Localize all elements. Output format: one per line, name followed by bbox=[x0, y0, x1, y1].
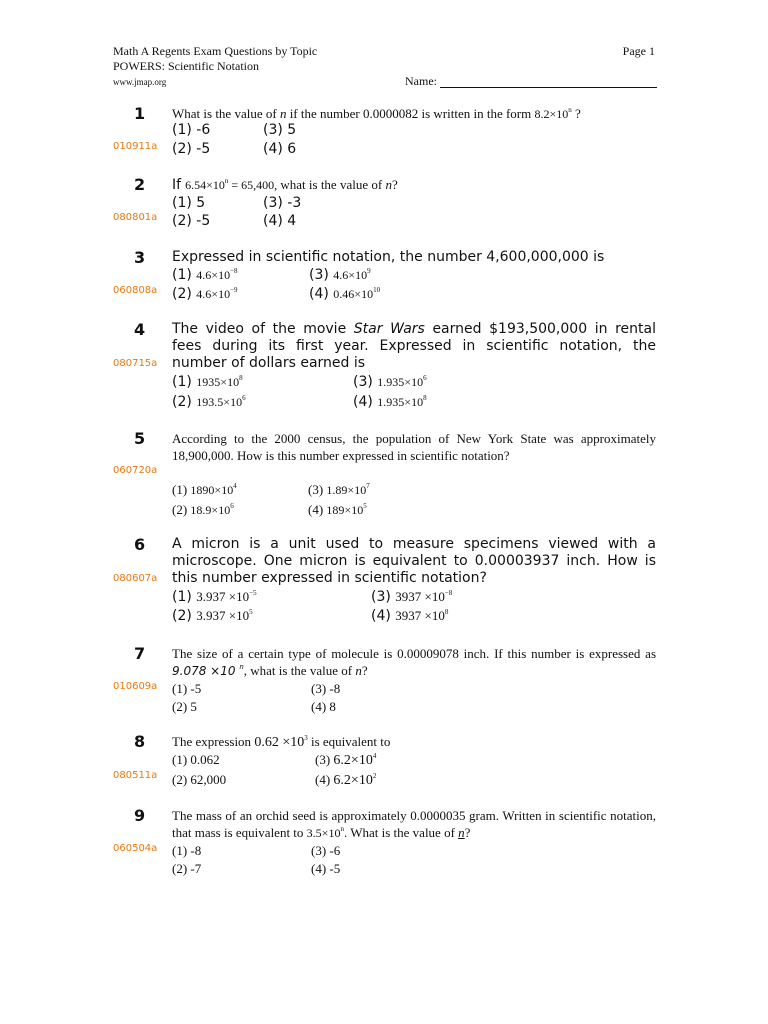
option-1[interactable]: (1) -6 bbox=[172, 122, 211, 138]
option-4[interactable]: (4) 6 bbox=[263, 141, 297, 157]
document-title: Math A Regents Exam Questions by Topic bbox=[113, 44, 318, 58]
question-number: 5 bbox=[134, 429, 146, 448]
option-1[interactable]: (1) $1935\times 10^8$ bbox=[172, 374, 243, 390]
question-number: 2 bbox=[134, 175, 146, 194]
question-text: According to the 2000 census, the population of New York State was approximately 18,900,000. How is this number expressed in scientific notation? bbox=[172, 431, 656, 463]
option-4[interactable]: (4) $189\times 10^5$ bbox=[308, 502, 367, 517]
question-number: 7 bbox=[134, 644, 146, 663]
question-text: What is the value of n if the number 0.0000082 is written in the form $8.2\times 10^n$ ? bbox=[172, 106, 581, 121]
option-1[interactable]: (1) $1890\times 10^4$ bbox=[172, 482, 237, 497]
site-link[interactable]: www.jmap.org bbox=[113, 77, 167, 87]
option-1[interactable]: (1) $3.937 \times 10^{-5}$ bbox=[172, 589, 257, 605]
question-number: 9 bbox=[134, 806, 146, 825]
question-id: 080607a bbox=[113, 573, 158, 584]
option-1[interactable]: (1) -8 bbox=[172, 843, 202, 858]
option-2[interactable]: (2) 5 bbox=[172, 699, 197, 714]
question-number: 1 bbox=[134, 104, 146, 123]
option-3[interactable]: (3) -8 bbox=[311, 681, 341, 696]
option-2[interactable]: (2) 62,000 bbox=[172, 772, 227, 787]
question-text: The expression $0.62 \times 10^3$ is equivalent to bbox=[172, 734, 391, 750]
option-3[interactable]: (3) $4.6\times 10^9$ bbox=[309, 267, 371, 283]
option-4[interactable]: (4) $6.2\times 10^2$ bbox=[315, 772, 377, 788]
option-3[interactable]: (3) $3937 \times 10^{-8}$ bbox=[371, 589, 453, 605]
question-number: 8 bbox=[134, 732, 146, 751]
question-text: The video of the movie Star Wars earned $193,500,000 in rental fees during its first year. Expressed in scientific notation, the number of dollars earned is bbox=[172, 321, 656, 371]
option-2[interactable]: (2) $3.937 \times 10^5$ bbox=[172, 608, 253, 624]
question-number: 6 bbox=[134, 535, 146, 554]
question-text: The mass of an orchid seed is approximately 0.0000035 gram. Written in scientific notation, that mass is equivalent to $3.5\times 10^n$. What is the value of n? bbox=[172, 808, 656, 840]
option-4[interactable]: (4) 4 bbox=[263, 213, 297, 229]
question-number: 3 bbox=[134, 248, 146, 267]
option-2[interactable]: (2) -5 bbox=[172, 141, 211, 157]
option-2[interactable]: (2) -5 bbox=[172, 213, 211, 229]
question-id: 060504a bbox=[113, 843, 158, 854]
option-4[interactable]: (4) $3937 \times 10^8$ bbox=[371, 608, 449, 624]
option-2[interactable]: (2) $18.9\times 10^6$ bbox=[172, 502, 234, 517]
question-id: 060808a bbox=[113, 285, 158, 296]
option-4[interactable]: (4) -5 bbox=[311, 861, 341, 876]
option-2[interactable]: (2) -7 bbox=[172, 861, 202, 876]
option-3[interactable]: (3) -6 bbox=[311, 843, 341, 858]
option-1[interactable]: (1) 5 bbox=[172, 195, 206, 211]
question-text: Expressed in scientific notation, the number 4,600,000,000 is bbox=[172, 249, 605, 265]
option-1[interactable]: (1) $4.6\times 10^{-8}$ bbox=[172, 267, 238, 283]
question-id: 080511a bbox=[113, 770, 158, 781]
question-number: 4 bbox=[134, 320, 146, 339]
name-label: Name: bbox=[405, 74, 437, 88]
question-id: 010911a bbox=[113, 141, 158, 152]
option-3[interactable]: (3) $1.935\times 10^6$ bbox=[353, 374, 427, 390]
option-2[interactable]: (2) $4.6\times 10^{-9}$ bbox=[172, 286, 238, 302]
name-input-line[interactable] bbox=[440, 87, 657, 88]
option-3[interactable]: (3) 5 bbox=[263, 122, 297, 138]
option-1[interactable]: (1) 0.062 bbox=[172, 752, 220, 767]
option-3[interactable]: (3) -3 bbox=[263, 195, 302, 211]
option-4[interactable]: (4) $0.46\times 10^{10}$ bbox=[309, 286, 381, 302]
option-1[interactable]: (1) -5 bbox=[172, 681, 202, 696]
question-text: A micron is a unit used to measure specimens viewed with a microscope. One micron is equivalent to 0.00003937 inch. How is this number expressed in scientific notation? bbox=[172, 536, 656, 586]
option-4[interactable]: (4) $1.935\times 10^8$ bbox=[353, 394, 427, 410]
question-id: 010609a bbox=[113, 681, 158, 692]
question-text: The size of a certain type of molecule is 0.00009078 inch. If this number is expressed as 9.078 ×10 $^n$, what is the value of n? bbox=[172, 646, 656, 678]
option-4[interactable]: (4) 8 bbox=[311, 699, 336, 714]
question-id: 060720a bbox=[113, 465, 158, 476]
page-number: Page 1 bbox=[622, 44, 655, 58]
option-3[interactable]: (3) $6.2\times 10^4$ bbox=[315, 752, 377, 768]
option-2[interactable]: (2) $193.5\times 10^6$ bbox=[172, 394, 246, 410]
option-3[interactable]: (3) $1.89\times 10^7$ bbox=[308, 482, 370, 497]
question-id: 080715a bbox=[113, 358, 158, 369]
question-text: If $6.54\times 10^n = 65,400$, what is the value of n? bbox=[172, 177, 398, 193]
question-id: 080801a bbox=[113, 212, 158, 223]
topic-title: POWERS: Scientific Notation bbox=[113, 59, 259, 73]
